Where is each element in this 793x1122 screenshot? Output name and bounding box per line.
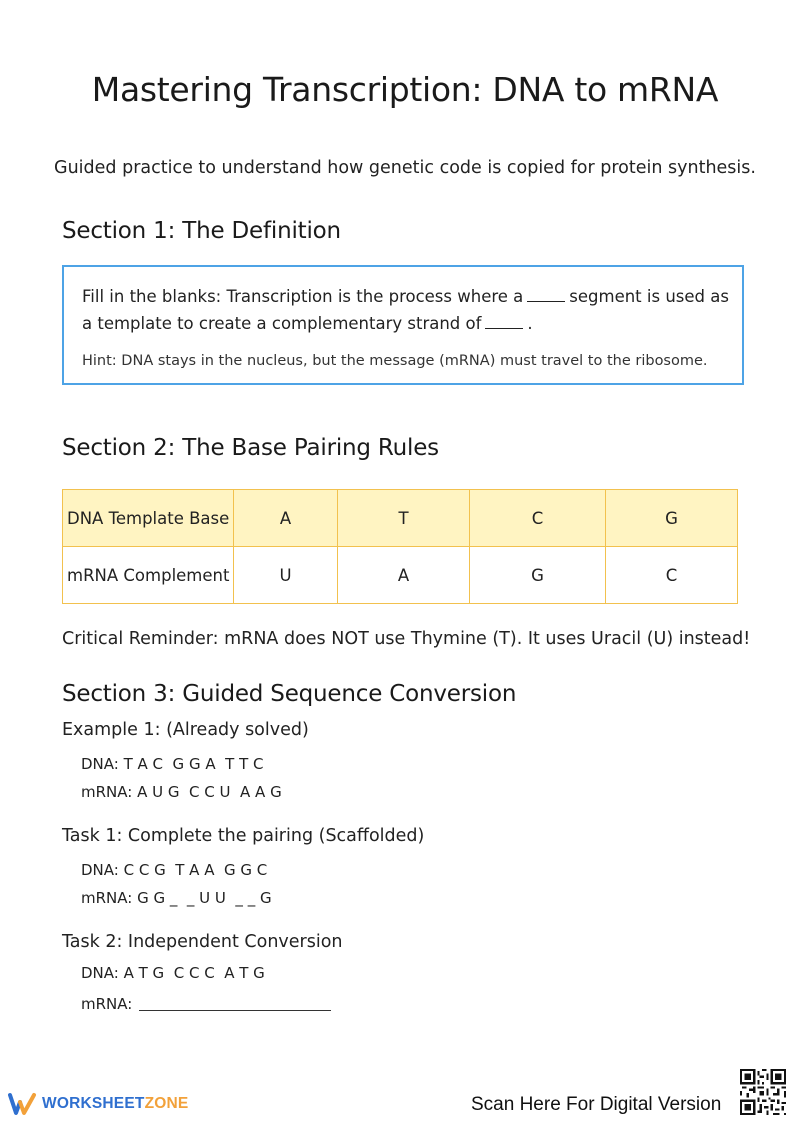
mrna-base-cell: A: [338, 547, 470, 604]
dna-base-cell: G: [606, 490, 738, 547]
page-title: Mastering Transcription: DNA to mRNA: [91, 70, 719, 109]
example-1-dna: DNA: T A C G G A T T C: [81, 755, 264, 773]
table-row-mrna: [63, 547, 738, 604]
mrna-base-cell: G: [470, 547, 606, 604]
section-1-heading: Section 1: The Definition: [62, 218, 341, 244]
blank-2[interactable]: [485, 327, 523, 329]
section-3-heading: Section 3: Guided Sequence Conversion: [62, 681, 517, 707]
task-1-label: Task 1: Complete the pairing (Scaffolded): [62, 826, 425, 846]
dna-base-cell: C: [470, 490, 606, 547]
table-row-dna: [63, 490, 738, 547]
definition-text: [82, 283, 738, 337]
mrna-row-label: mRNA Complement: [63, 547, 234, 604]
dna-row-label: DNA Template Base: [63, 490, 234, 547]
example-1-mrna: mRNA: A U G C C U A A G: [81, 783, 282, 801]
definition-text-part-1: Fill in the blanks: Transcription is the process where a: [82, 287, 524, 306]
task-1-mrna[interactable]: mRNA: G G _ _ U U _ _ G: [81, 889, 272, 907]
task-2-label: Task 2: Independent Conversion: [62, 932, 343, 952]
section-2-heading: Section 2: The Base Pairing Rules: [62, 435, 439, 461]
task-2-dna: DNA: A T G C C C A T G: [81, 964, 265, 982]
dna-base-cell: T: [338, 490, 470, 547]
example-1-label: Example 1: (Already solved): [62, 720, 309, 740]
logo-word-worksheet: WORKSHEET: [42, 1095, 145, 1112]
task-2-answer-line[interactable]: [139, 1010, 331, 1011]
logo-w-icon: [8, 1092, 38, 1116]
mrna-base-cell: C: [606, 547, 738, 604]
qr-code-icon[interactable]: [740, 1069, 786, 1115]
worksheet-zone-logo[interactable]: [8, 1092, 188, 1116]
definition-text-part-2: segment is used as a template to create a complementary strand of: [82, 287, 729, 333]
definition-box: [62, 265, 744, 385]
task-1-dna: DNA: C C G T A A G G C: [81, 861, 268, 879]
page-subtitle: Guided practice to understand how genetic code is copied for protein synthesis.: [54, 158, 756, 178]
logo-word-zone: ZONE: [144, 1095, 189, 1112]
base-pairing-table: [62, 489, 738, 604]
mrna-base-cell: U: [234, 547, 338, 604]
dna-base-cell: A: [234, 490, 338, 547]
definition-text-part-3: .: [527, 314, 533, 333]
critical-reminder: Critical Reminder: mRNA does NOT use Thymine (T). It uses Uracil (U) instead!: [62, 629, 751, 649]
definition-hint: Hint: DNA stays in the nucleus, but the message (mRNA) must travel to the ribosome.: [82, 353, 708, 369]
task-2-mrna-label: mRNA:: [81, 995, 133, 1013]
blank-1[interactable]: [527, 300, 565, 302]
scan-instruction: Scan Here For Digital Version: [471, 1094, 722, 1115]
